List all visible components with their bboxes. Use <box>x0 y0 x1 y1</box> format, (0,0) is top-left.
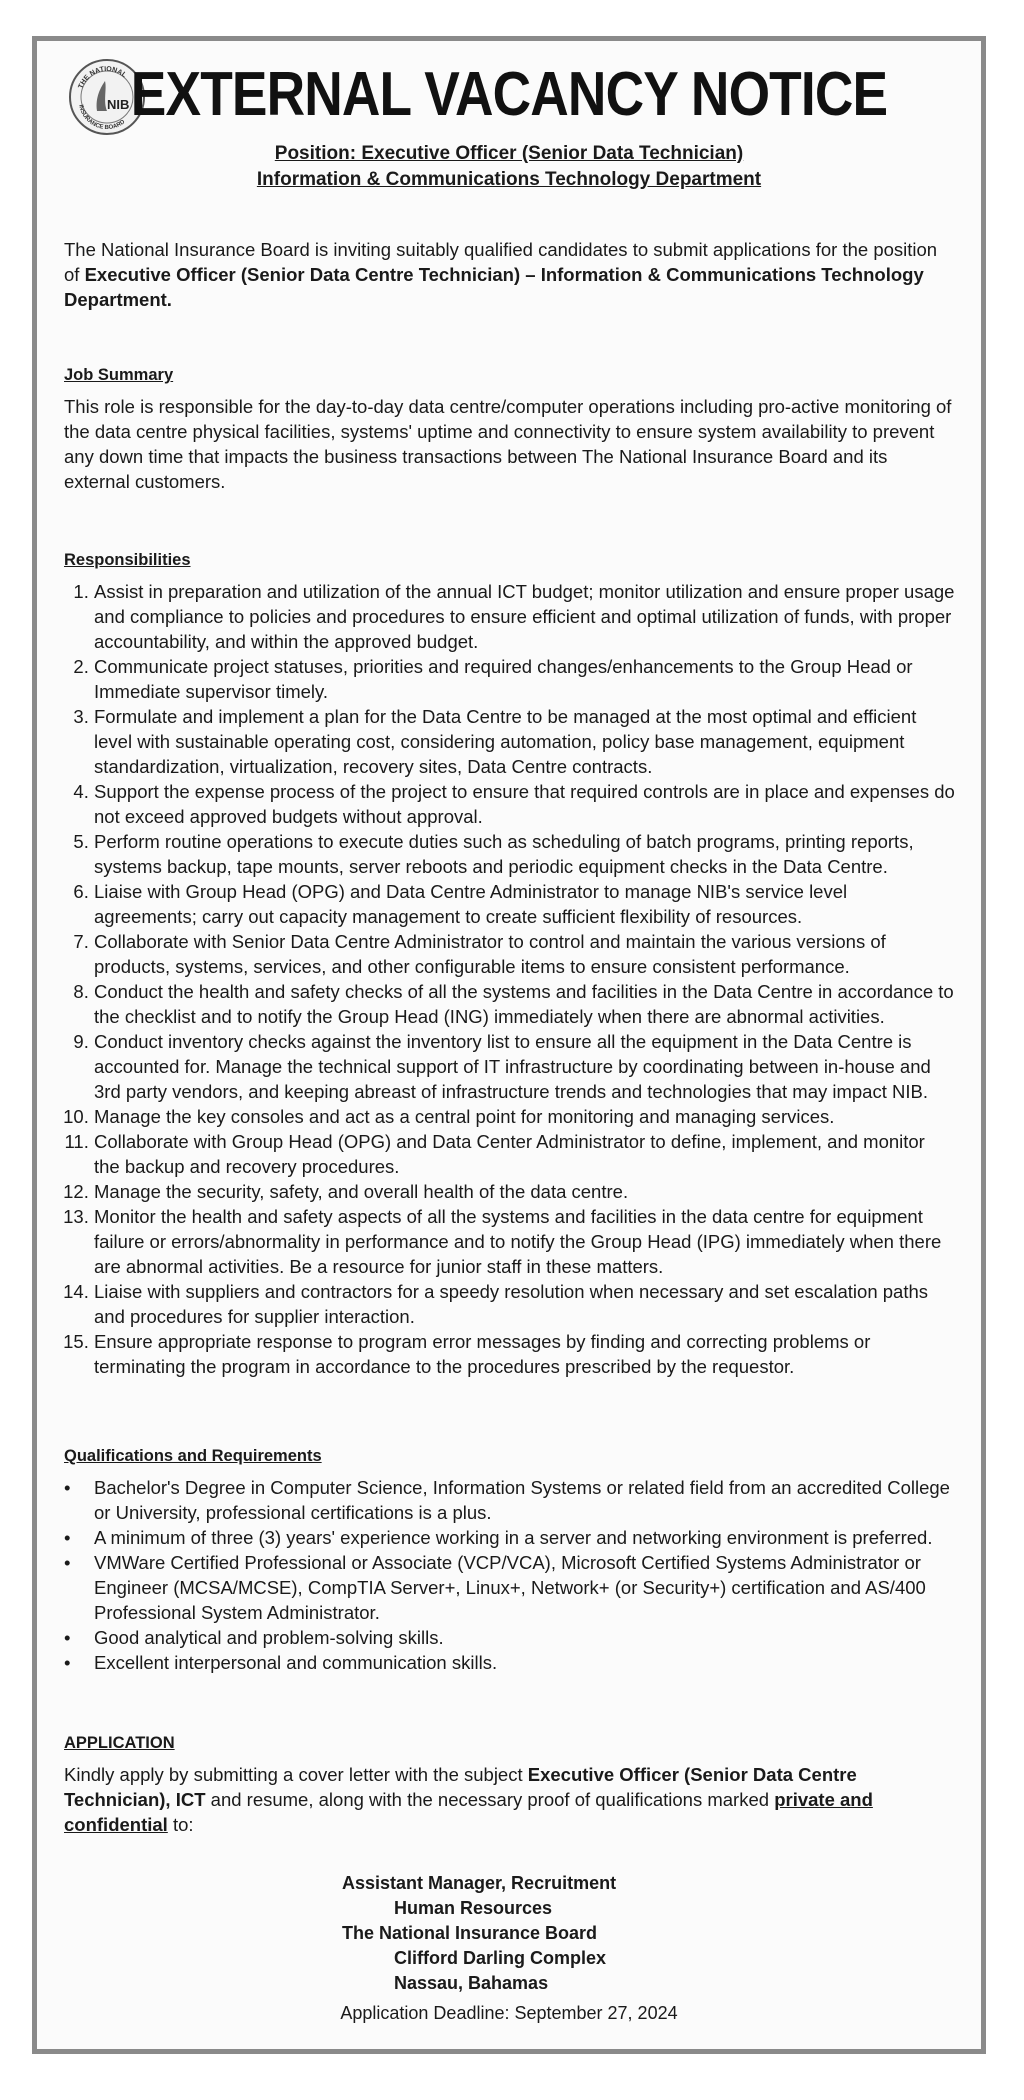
qualification-item: • Excellent interpersonal and communication skills. <box>94 1650 955 1675</box>
notice-title: EXTERNAL VACANCY NOTICE <box>130 60 888 129</box>
job-summary-heading: Job Summary <box>64 366 174 384</box>
responsibility-item: 10. Manage the key consoles and act as a central point for monitoring and managing services. <box>94 1104 955 1129</box>
logo-top-text: THE NATIONAL <box>77 65 128 90</box>
intro-text: The National Insurance Board is inviting suitably qualified candidates to submit applications for the position of <box>64 239 938 285</box>
responsibility-item: 9. Conduct inventory checks against the inventory list to ensure all the equipment in the Data Centre is accounted for. Manage the technical support of IT infrastructure by coordinating between in-house and 3rd party vendors, and keeping abreast of infrastructure trends and technologies that may impact NIB. <box>94 1029 955 1104</box>
responsibility-item: 6. Liaise with Group Head (OPG) and Data Centre Administrator to manage NIB's service level agreements; carry out capacity management to create sufficient flexibility of resources. <box>94 879 955 929</box>
address-line: The National Insurance Board <box>342 1923 598 1943</box>
application-text-2: and resume, along with the necessary proof of qualifications marked <box>205 1789 775 1810</box>
logo-nib-text: NIB <box>107 97 130 112</box>
responsibility-item: 1. Assist in preparation and utilization of the annual ICT budget; monitor utilization and ensure proper usage and compliance to policies and procedures to ensure efficient and optimal utilization of funds, with proper accountability, and within the approved budget. <box>94 579 955 654</box>
position-title: Position: Executive Officer (Senior Data Technician) <box>274 143 744 164</box>
department-title: Information & Communications Technology Department <box>256 169 762 190</box>
application-subject: Executive Officer (Senior Data Centre Technician), ICT <box>64 1764 857 1810</box>
application-text <box>64 1762 955 1837</box>
responsibility-item: 11. Collaborate with Group Head (OPG) and Data Center Administrator to define, implement, and monitor the backup and recovery procedures. <box>94 1129 955 1179</box>
responsibilities-section <box>64 548 955 1379</box>
responsibility-item: 5. Perform routine operations to execute duties such as scheduling of batch programs, printing reports, systems backup, tape mounts, server reboots and periodic equipment checks in the Data Centre. <box>94 829 955 879</box>
address-line: Assistant Manager, Recruitment <box>342 1873 617 1893</box>
responsibility-item: 2. Communicate project statuses, priorities and required changes/enhancements to the Group Head or Immediate supervisor timely. <box>94 654 955 704</box>
qualifications-list <box>64 1475 955 1675</box>
private-confidential: private and confidential <box>64 1789 873 1835</box>
address-line: Nassau, Bahamas <box>394 1973 549 1993</box>
qualification-item: • Good analytical and problem-solving skills. <box>94 1625 955 1650</box>
job-summary-text: This role is responsible for the day-to-day data centre/computer operations including pro-active monitoring of the data centre physical facilities, systems' uptime and connectivity to ensure system availability to prevent any down time that impacts the business transactions between The National Insurance Board and its external customers. <box>64 396 952 492</box>
responsibility-item: 12. Manage the security, safety, and overall health of the data centre. <box>94 1179 955 1204</box>
intro-bold: Executive Officer (Senior Data Centre Technician) – Information & Communications Technology Department. <box>64 264 924 310</box>
job-summary-section <box>64 363 955 494</box>
responsibilities-heading: Responsibilities <box>64 551 191 569</box>
logo-bottom-text: INSURANCE BOARD <box>77 104 127 132</box>
responsibility-item: 14. Liaise with suppliers and contractors for a speedy resolution when necessary and set escalation paths and procedures for supplier interaction. <box>94 1279 955 1329</box>
responsibility-item: 8. Conduct the health and safety checks of all the systems and facilities in the Data Centre in accordance to the checklist and to notify the Group Head (ING) immediately when there are abnormal activities. <box>94 979 955 1029</box>
responsibility-item: 13. Monitor the health and safety aspects of all the systems and facilities in the data centre for equipment failure or errors/abnormality in performance and to notify the Group Head (IPG) immediately when there are abnormal activities. Be a resource for junior staff in these matters. <box>94 1204 955 1279</box>
qualification-item: • VMWare Certified Professional or Associate (VCP/VCA), Microsoft Certified Systems Administrator or Engineer (MCSA/MCSE), CompTIA Server+, Linux+, Network+ (or Security+) certification and AS/400 Professional System Administrator. <box>94 1550 955 1625</box>
address-line: Human Resources <box>394 1898 553 1918</box>
qualification-item: • Bachelor's Degree in Computer Science, Information Systems or related field from an accredited College or University, professional certifications is a plus. <box>94 1475 955 1525</box>
responsibility-item: 7. Collaborate with Senior Data Centre Administrator to control and maintain the various versions of products, systems, services, and other configurable items to ensure consistent performance. <box>94 929 955 979</box>
responsibility-item: 4. Support the expense process of the project to ensure that required controls are in place and expenses do not exceed approved budgets without approval. <box>94 779 955 829</box>
intro-paragraph <box>64 237 955 312</box>
application-section <box>64 1731 955 1837</box>
qualifications-section <box>64 1444 955 1675</box>
vacancy-notice <box>32 36 986 2054</box>
qualifications-heading: Qualifications and Requirements <box>64 1447 322 1465</box>
application-text-1: Kindly apply by submitting a cover letter with the subject <box>64 1764 528 1785</box>
responsibility-item: 3. Formulate and implement a plan for the Data Centre to be managed at the most optimal and efficient level with sustainable operating cost, considering automation, policy base management, equipment standardization, virtualization, recovery sites, Data Centre contracts. <box>94 704 955 779</box>
responsibility-item: 15. Ensure appropriate response to program error messages by finding and correcting problems or terminating the program in accordance to the procedures prescribed by the requestor. <box>94 1329 955 1379</box>
qualification-item: • A minimum of three (3) years' experience working in a server and networking environment is preferred. <box>94 1525 955 1550</box>
application-deadline: Application Deadline: September 27, 2024 <box>340 2003 678 2023</box>
application-text-3: to: <box>167 1814 194 1835</box>
address-line: Clifford Darling Complex <box>394 1948 607 1968</box>
application-heading: APPLICATION <box>64 1734 175 1752</box>
responsibilities-list <box>64 579 955 1379</box>
